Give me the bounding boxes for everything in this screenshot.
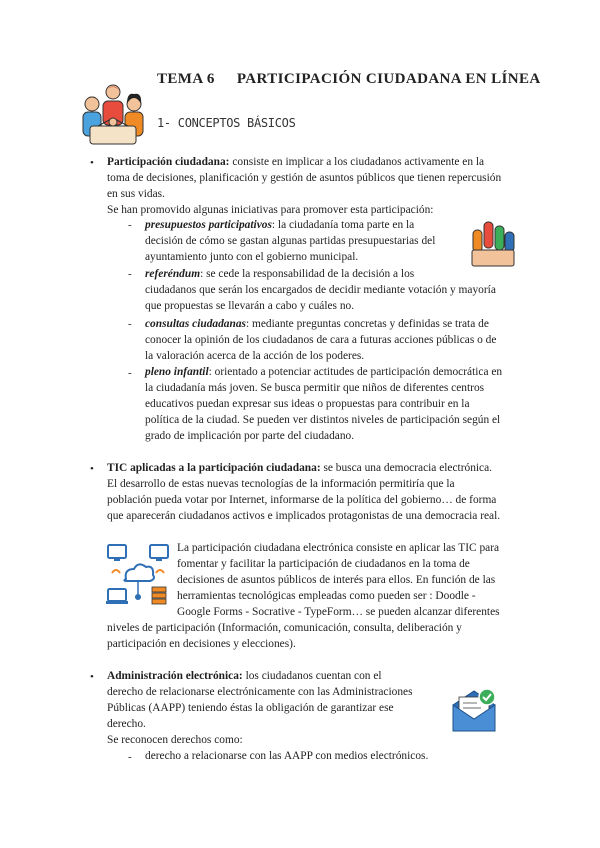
bullet-marker: •: [90, 157, 94, 169]
section2-block-line: Google Forms - Socrative - TypeForm… se pueden alcanzar diferentes: [177, 606, 500, 618]
mail-check-icon: [449, 685, 499, 735]
section1-line1: Participación ciudadana: consiste en implicar a los ciudadanos activamente en la: [107, 156, 485, 168]
section2-tail-line: niveles de participación (Información, comunicación, consulta, deliberación y: [107, 622, 462, 634]
list-item-consultas: consultas ciudadanas: mediante preguntas concretas y definidas se trata de: [145, 318, 489, 330]
team-people-icon: [80, 82, 146, 146]
section2-block-line: fomentar y facilitar la participación de ciudadanos en la toma de: [177, 558, 470, 570]
section3-line: derecho de relacionarse electrónicamente con las Administraciones: [107, 686, 413, 698]
list-item-line: decisión de cómo se gastan algunas partidas presupuestarias del: [145, 235, 436, 247]
list-item-presupuestos: presupuestos participativos: la ciudadanía toma parte en la: [145, 219, 415, 231]
section2-line: que aparecerán ciudadanos activos e implicados protagonistas de una democracia real.: [107, 510, 501, 522]
list-item-line: la ciudadanía más joven. Se busca permitir que niños de diferentes centros: [145, 382, 485, 394]
section3-line: Públicas (AAPP) teniendo éstas la obligación de garantizar ese: [107, 702, 394, 714]
section2-line: El desarrollo de estas nuevas tecnologías de la información permitiría que la: [107, 478, 455, 490]
section2-tail-line: participación en decisiones y elecciones).: [107, 638, 296, 650]
section1-intro: Se han promovido algunas iniciativas para promover esta participación:: [107, 204, 434, 216]
dash-marker: -: [128, 318, 132, 330]
raised-hands-icon: [470, 218, 516, 268]
section2-block-line: herramientas tecnológicas empleadas como pueden ser : Doodle -: [177, 590, 476, 602]
cloud-network-icon: [106, 543, 170, 607]
section3-line: Se reconocen derechos como:: [107, 734, 243, 746]
list-item-line: educativos puedan expresar sus ideas o propuestas para contribuir en la: [145, 398, 470, 410]
dash-marker: -: [128, 367, 132, 379]
term-tic: TIC aplicadas a la participación ciudadana:: [107, 462, 321, 474]
term-administracion: Administración electrónica:: [107, 670, 243, 682]
list-item-line: que propuestas se llevarán a cabo y cuáles no.: [145, 300, 355, 312]
list-item-line: ciudadanos que serán los encargados de decidir mediante votación y mayoría: [145, 284, 496, 296]
list-item-referendum: referéndum: se cede la responsabilidad de la decisión a los: [145, 268, 415, 280]
list-item-line: conocer la opinión de los ciudadanos de cara a futuras acciones públicas o de: [145, 334, 497, 346]
list-item-line: política de la ciudad. Se pueden ver distintos niveles de participación según el: [145, 414, 501, 426]
section3-line: derecho.: [107, 718, 146, 730]
section2-line1: TIC aplicadas a la participación ciudadana: se busca una democracia electrónica.: [107, 462, 493, 474]
section2-line: población pueda votar por Internet, informarse de la política del gobierno… de forma: [107, 494, 497, 506]
bullet-marker: •: [90, 463, 94, 475]
bullet-marker: •: [90, 671, 94, 683]
dash-marker: -: [128, 219, 132, 231]
page-title: TEMA 6 PARTICIPACIÓN CIUDADANA EN LÍNEA: [157, 71, 541, 87]
section2-block-line: decisiones de asuntos públicos de interés para ellos. En función de las: [177, 574, 496, 586]
section1-line3: en sus vidas.: [107, 188, 165, 200]
dash-marker: -: [128, 751, 132, 763]
list-item-line: la valoración acerca de la acción de los poderes.: [145, 350, 365, 362]
section2-block-line: La participación ciudadana electrónica consiste en aplicar las TIC para: [177, 542, 500, 554]
list-item-pleno: pleno infantil: orientado a potenciar actitudes de participación democrática en: [145, 366, 503, 378]
list-item-line: ayuntamiento junto con el gobierno municipal.: [145, 251, 359, 263]
section-heading: 1- CONCEPTOS BÁSICOS: [157, 116, 296, 130]
section3-list-item: derecho a relacionarse con las AAPP con medios electrónicos.: [145, 750, 429, 762]
dash-marker: -: [128, 268, 132, 280]
section3-line1: Administración electrónica: los ciudadanos cuentan con el: [107, 670, 382, 682]
section1-line2: toma de decisiones, planificación y gestión de asuntos públicos que tienen repercusión: [107, 172, 502, 184]
list-item-line: grado de implicación por parte del ciudadano.: [145, 430, 355, 442]
term-participacion: Participación ciudadana:: [107, 156, 230, 168]
